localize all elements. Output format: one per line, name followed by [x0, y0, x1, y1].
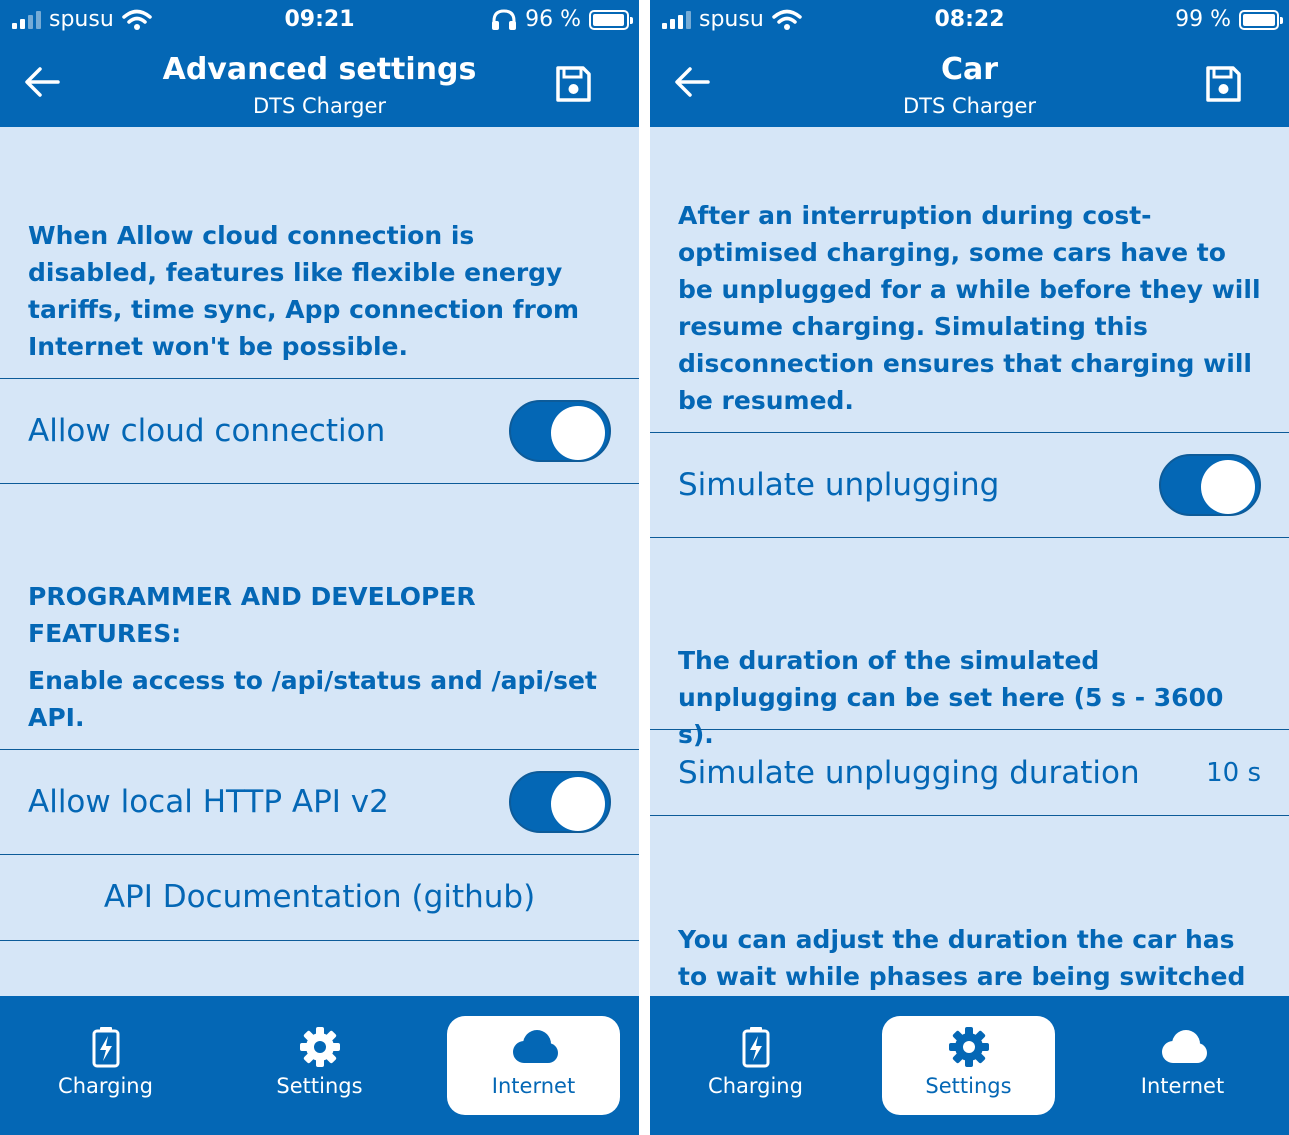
battery-percentage: 96 % — [525, 7, 581, 32]
gear-icon — [299, 1026, 341, 1068]
allow-local-http-api-label: Allow local HTTP API v2 — [28, 784, 389, 820]
tab-internet[interactable]: Internet — [1096, 1016, 1269, 1115]
screen-car-settings — [650, 0, 1289, 1135]
settings-content — [0, 127, 639, 996]
battery-percentage: 99 % — [1175, 7, 1231, 32]
tab-internet[interactable]: Internet — [447, 1016, 620, 1115]
phase-switch-description: You can adjust the duration the car has to wait while phases are being switched — [678, 925, 1246, 991]
save-icon[interactable] — [553, 64, 593, 104]
simulate-unplugging-row — [650, 432, 1289, 538]
headphones-icon — [491, 9, 517, 31]
toggle-knob — [551, 777, 605, 831]
tab-settings[interactable]: Settings — [882, 1016, 1055, 1115]
tab-charging[interactable]: Charging — [669, 1016, 842, 1115]
simulate-unplugging-duration-label: Simulate unplugging duration — [678, 754, 1140, 791]
toggle-knob — [551, 406, 605, 460]
allow-cloud-connection-row — [0, 378, 639, 484]
simulate-unplugging-duration-row[interactable] — [650, 729, 1289, 816]
save-icon[interactable] — [1203, 64, 1243, 104]
simulate-unplugging-duration-value: 10 s — [1206, 757, 1261, 788]
api-description: Enable access to /api/status and /api/set API. — [28, 666, 597, 732]
toggle-knob — [1201, 460, 1255, 514]
page-subtitle: DTS Charger — [903, 94, 1036, 118]
carrier-name: spusu — [49, 7, 114, 32]
tab-bar — [0, 996, 639, 1135]
developer-features-heading: PROGRAMMER AND DEVELOPER FEATURES: — [28, 582, 476, 648]
settings-content — [650, 127, 1289, 996]
battery-charging-icon — [91, 1026, 121, 1068]
simulate-unplugging-toggle[interactable] — [1159, 454, 1261, 516]
api-documentation-link[interactable] — [0, 854, 639, 941]
status-bar — [0, 0, 639, 42]
cloud-icon — [1157, 1026, 1209, 1068]
allow-cloud-connection-label: Allow cloud connection — [28, 413, 386, 449]
status-time: 08:22 — [934, 7, 1005, 32]
navigation-bar — [0, 42, 639, 127]
simulate-unplugging-label: Simulate unplugging — [678, 467, 1000, 503]
cloud-icon — [508, 1026, 560, 1068]
status-time: 09:21 — [284, 7, 355, 32]
battery-icon — [1239, 10, 1279, 30]
battery-icon — [589, 10, 629, 30]
page-title: Car — [940, 52, 999, 87]
allow-local-http-api-row — [0, 749, 639, 855]
tab-settings[interactable]: Settings — [233, 1016, 406, 1115]
tab-charging[interactable]: Charging — [19, 1016, 192, 1115]
allow-local-http-api-toggle[interactable] — [509, 771, 611, 833]
gear-icon — [948, 1026, 990, 1068]
navigation-bar — [650, 42, 1289, 127]
battery-charging-icon — [741, 1026, 771, 1068]
cloud-description: When Allow cloud connection is disabled, features like flexible energy tariffs, time sync, App connection from Internet won't be possible. — [28, 221, 580, 361]
page-subtitle: DTS Charger — [253, 94, 386, 118]
duration-description: The duration of the simulated unplugging can be set here (5 s - 3600 s). — [678, 646, 1224, 749]
carrier-name: spusu — [699, 7, 764, 32]
api-documentation-label: API Documentation (github) — [103, 879, 536, 915]
allow-cloud-connection-toggle[interactable] — [509, 400, 611, 462]
page-title: Advanced settings — [162, 52, 477, 87]
tab-bar — [650, 996, 1289, 1135]
status-bar — [650, 0, 1289, 42]
unplug-description: After an interruption during cost-optimised charging, some cars have to be unplugged for a while before they will resume charging. Simulating this disconnection ensures that charging will be resumed. — [678, 201, 1261, 415]
screen-advanced-settings — [0, 0, 639, 1135]
